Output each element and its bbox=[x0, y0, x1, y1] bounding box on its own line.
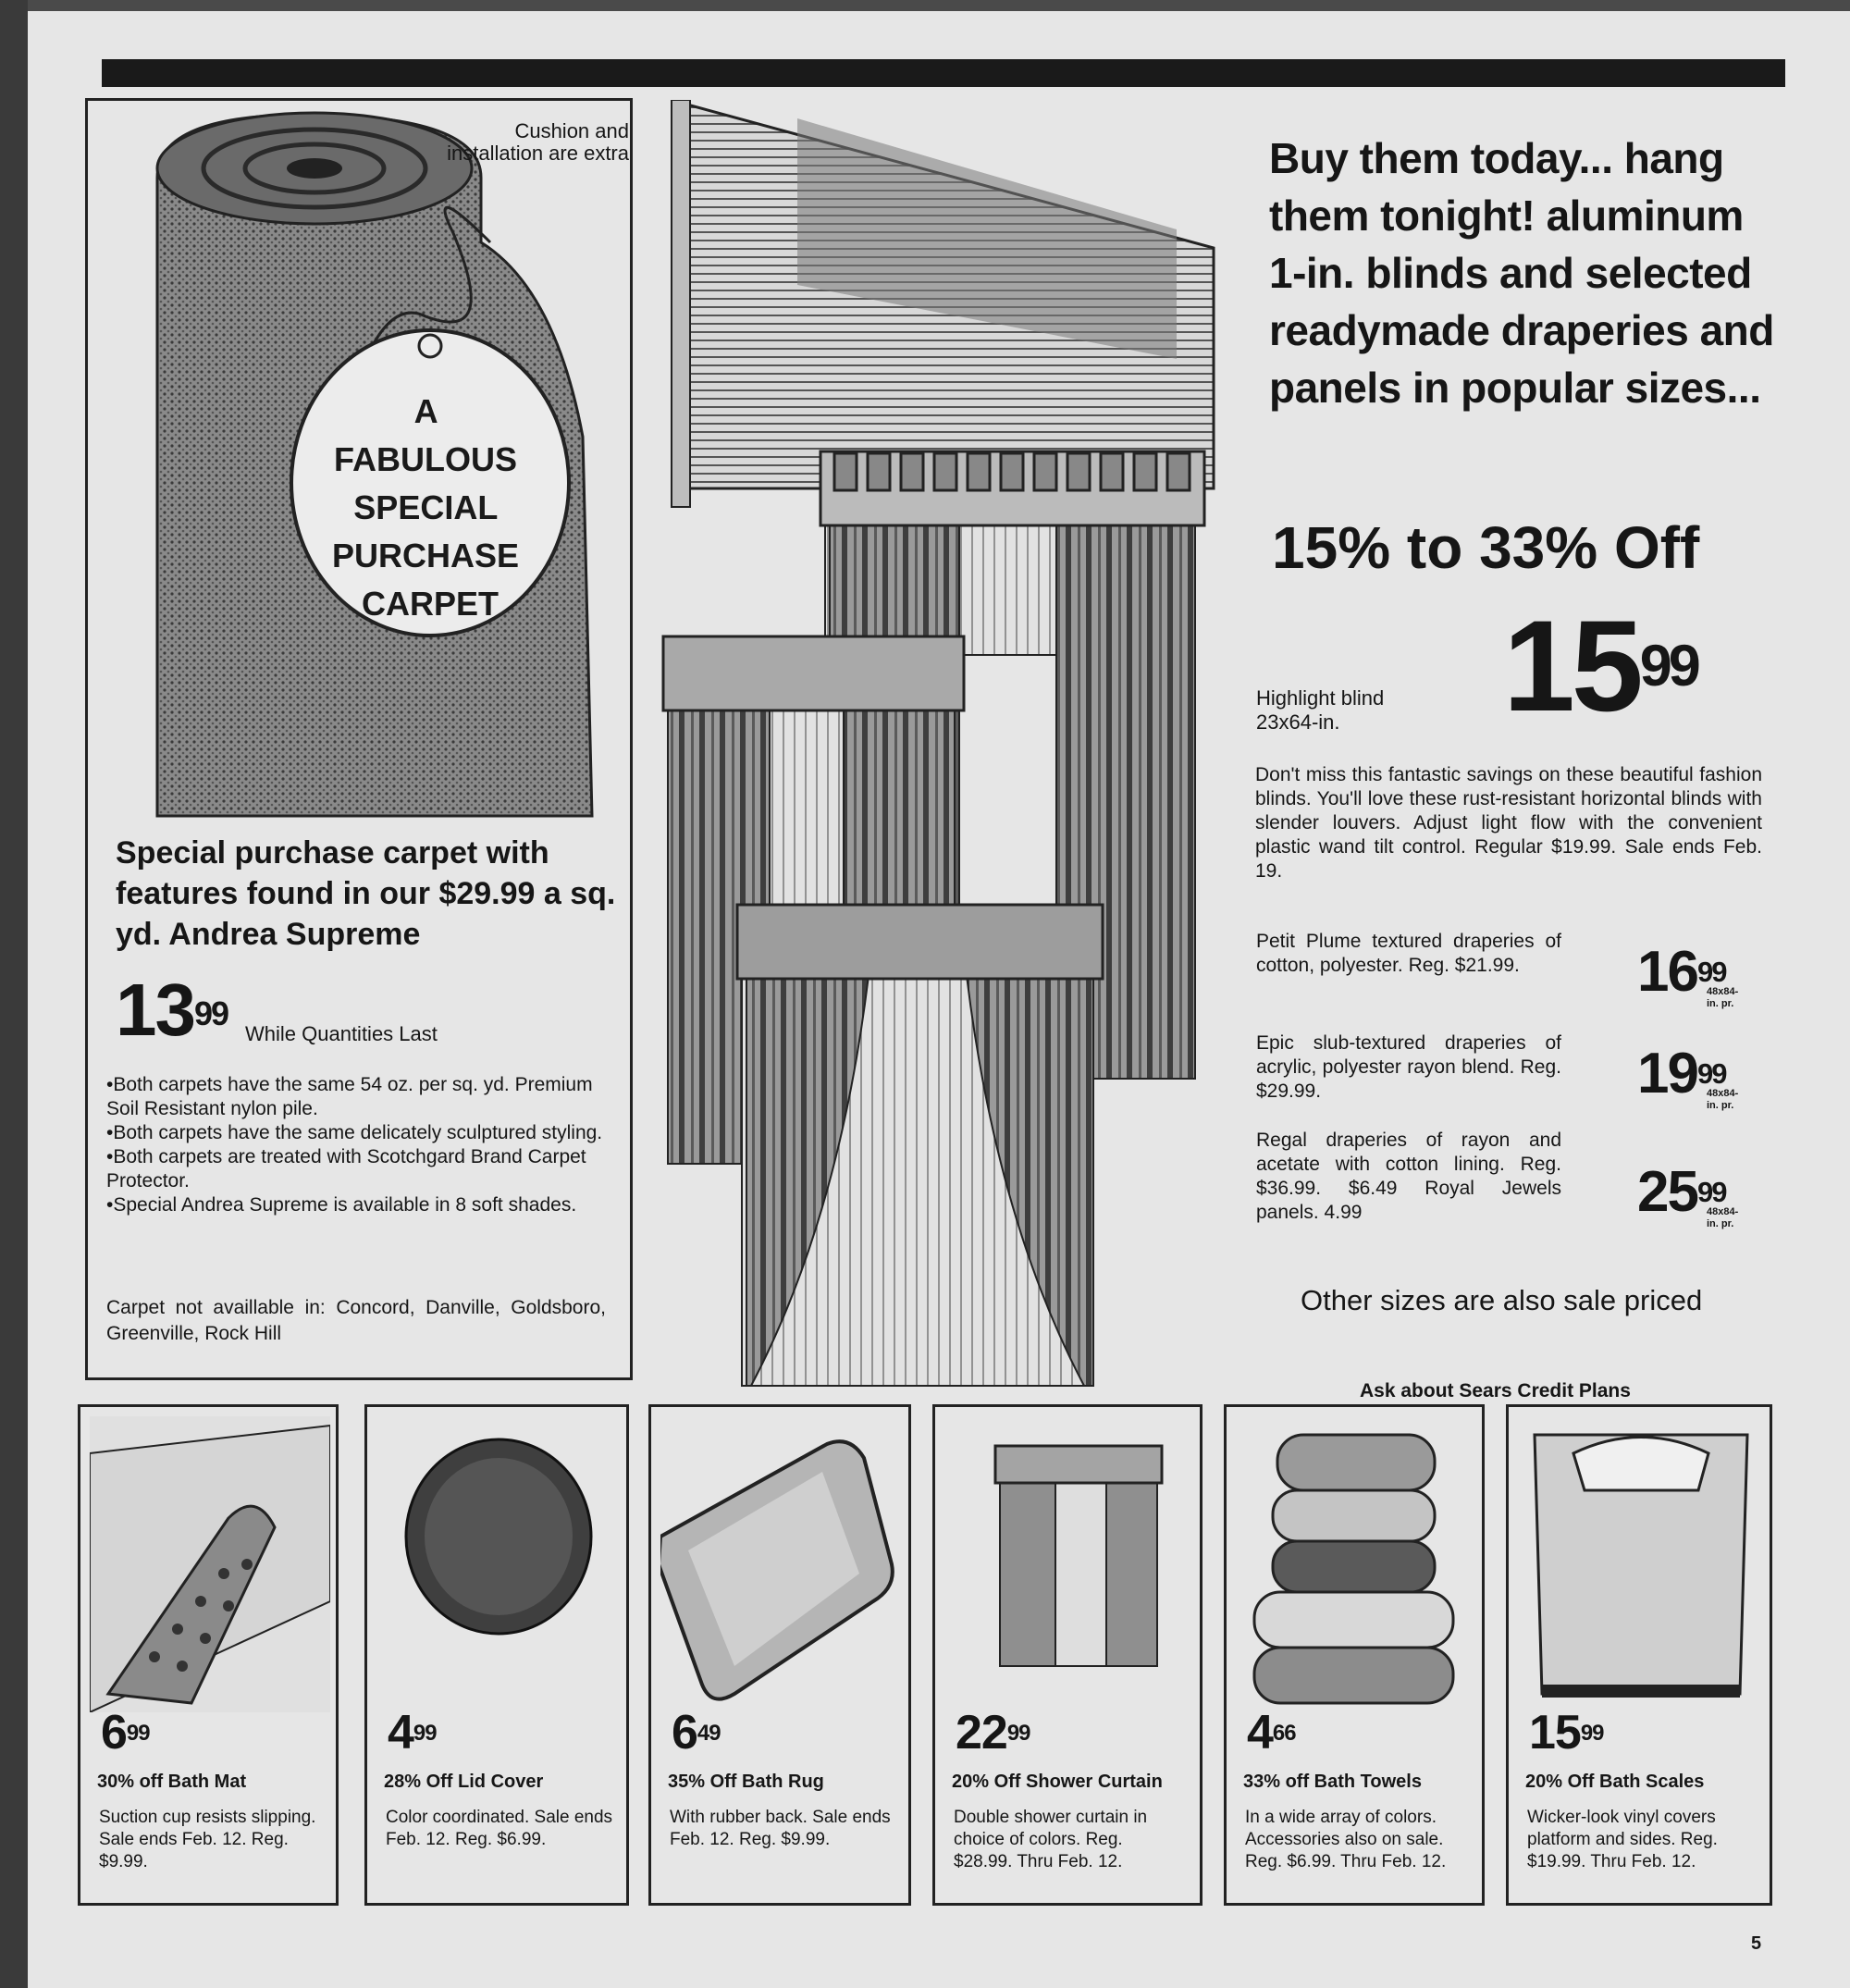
lid-cover-box bbox=[364, 1404, 629, 1906]
shower-curtain-description: Double shower curtain in choice of colors. Reg. $28.99. Thru Feb. 12. bbox=[954, 1808, 1148, 1871]
price-cents: 99 bbox=[126, 1721, 150, 1747]
carpet-bullet: •Both carpets are treated with Scotchgard Brand Carpet Protector. bbox=[106, 1146, 586, 1192]
lid-cover-title: 28% Off Lid Cover bbox=[384, 1772, 544, 1792]
drapery-price-cents: 99 bbox=[1696, 956, 1726, 988]
tag-line-3: SPECIAL bbox=[353, 488, 498, 526]
bath-scales-title: 20% Off Bath Scales bbox=[1525, 1772, 1705, 1792]
blind-price-dollars: 15 bbox=[1503, 593, 1640, 738]
lid-cover-illustration bbox=[376, 1416, 621, 1712]
drapery-price-cents: 99 bbox=[1696, 1176, 1726, 1208]
page-edge-left bbox=[0, 0, 28, 1988]
price-dollars: 6 bbox=[101, 1706, 127, 1760]
blinds-and-draperies-illustration bbox=[659, 100, 1241, 1395]
bath-mat-price bbox=[101, 1706, 150, 1760]
credit-plans-note: Ask about Sears Credit Plans bbox=[1360, 1380, 1631, 1401]
page-edge-top bbox=[0, 0, 1850, 11]
price-cents: 99 bbox=[1006, 1721, 1030, 1747]
bath-towels-title: 33% off Bath Towels bbox=[1243, 1772, 1422, 1792]
price-cents: 49 bbox=[697, 1721, 721, 1747]
carpet-price-dollars: 13 bbox=[116, 969, 194, 1051]
drapery-price-dollars: 19 bbox=[1637, 1042, 1697, 1105]
drapery-description: Petit Plume textured draperies of cotton, polyester. Reg. $21.99. bbox=[1256, 931, 1561, 976]
bath-rug-price bbox=[672, 1706, 721, 1760]
drapery-price-dollars: 25 bbox=[1637, 1160, 1697, 1224]
discount-range: 15% to 33% Off bbox=[1272, 514, 1700, 581]
drapery-description: Regal draperies of rayon and acetate with cotton lining. Reg. $36.99. $6.49 Royal Jewels panels. 4.99 bbox=[1256, 1130, 1561, 1223]
price-dollars: 4 bbox=[1247, 1706, 1273, 1760]
shower-curtain-box bbox=[932, 1404, 1202, 1906]
tag-line-5: CARPET bbox=[361, 585, 500, 623]
tag-line-2: FABULOUS bbox=[333, 440, 517, 478]
bath-mat-box bbox=[78, 1404, 339, 1906]
carpet-bullet: •Special Andrea Supreme is available in 8 soft shades. bbox=[106, 1194, 577, 1216]
price-dollars: 4 bbox=[388, 1706, 413, 1760]
bath-towels-description: In a wide array of colors. Accessories also on sale. Reg. $6.99. Thru Feb. 12. bbox=[1245, 1808, 1447, 1871]
tag-line-1: A bbox=[413, 392, 438, 430]
price-cents: 66 bbox=[1272, 1721, 1296, 1747]
carpet-bullet: •Both carpets have the same 54 oz. per sq. yd. Premium Soil Resistant nylon pile. bbox=[106, 1074, 593, 1119]
bath-rug-illustration bbox=[660, 1416, 903, 1712]
price-cents: 99 bbox=[413, 1721, 437, 1747]
lid-cover-price bbox=[388, 1706, 437, 1760]
price-dollars: 22 bbox=[956, 1706, 1007, 1760]
bath-mat-illustration bbox=[90, 1416, 330, 1712]
carpet-headline: Special purchase carpet with features found in our $29.99 a sq. yd. Andrea Supreme bbox=[116, 835, 616, 952]
carpet-price-note: While Quantities Last bbox=[245, 1022, 438, 1045]
drapery-size-note: 48x84- in. pr. bbox=[1707, 1088, 1739, 1111]
other-sizes-note: Other sizes are also sale priced bbox=[1301, 1284, 1703, 1316]
bath-mat-title: 30% off Bath Mat bbox=[97, 1772, 247, 1792]
bath-scales-illustration bbox=[1518, 1416, 1764, 1712]
page-number: 5 bbox=[1751, 1933, 1762, 1954]
header-rule bbox=[102, 59, 1785, 87]
carpet-roll-illustration bbox=[148, 104, 610, 823]
drapery-price-cents: 99 bbox=[1696, 1057, 1726, 1090]
drapery-price-dollars: 16 bbox=[1637, 940, 1697, 1004]
blind-description: Don't miss this fantastic savings on these beautiful fashion blinds. You'll love these rust-resistant horizontal blinds with slender louvers. Adjust light flow with the convenient plastic wand tilt control. Regular $19.99. Sale ends Feb. 19. bbox=[1255, 764, 1762, 882]
blind-label: Highlight blind 23x64-in. bbox=[1256, 686, 1385, 734]
bath-mat-description: Suction cup resists slipping. Sale ends Feb. 12. Reg. $9.99. bbox=[99, 1808, 316, 1871]
bath-rug-title: 35% Off Bath Rug bbox=[668, 1772, 824, 1792]
bath-scales-box bbox=[1506, 1404, 1772, 1906]
tag-line-4: PURCHASE bbox=[331, 537, 520, 574]
carpet-bullet: •Both carpets have the same delicately sculptured styling. bbox=[106, 1122, 603, 1143]
lid-cover-description: Color coordinated. Sale ends Feb. 12. Reg. $6.99. bbox=[386, 1808, 613, 1849]
shower-curtain-price bbox=[956, 1706, 1030, 1760]
price-dollars: 15 bbox=[1529, 1706, 1581, 1760]
shower-curtain-illustration bbox=[944, 1416, 1194, 1712]
drapery-size-note: 48x84- in. pr. bbox=[1707, 1206, 1739, 1229]
bath-rug-description: With rubber back. Sale ends Feb. 12. Reg. $9.99. bbox=[670, 1808, 891, 1849]
price-dollars: 6 bbox=[672, 1706, 697, 1760]
blind-price-cents: 99 bbox=[1639, 634, 1697, 698]
carpet-price bbox=[116, 969, 228, 1051]
bath-scales-description: Wicker-look vinyl covers platform and sides. Reg. $19.99. Thru Feb. 12. bbox=[1527, 1808, 1718, 1871]
bath-towels-box bbox=[1224, 1404, 1485, 1906]
carpet-availability-note: Carpet not availlable in: Concord, Danville, Goldsboro, Greenville, Rock Hill bbox=[106, 1297, 606, 1344]
drapery-description: Epic slub-textured draperies of acrylic, polyester rayon blend. Reg. $29.99. bbox=[1256, 1032, 1561, 1102]
price-cents: 99 bbox=[1580, 1721, 1604, 1747]
cushion-note: Cushion and installation are extra bbox=[447, 119, 629, 165]
carpet-price-cents: 99 bbox=[193, 994, 228, 1032]
bath-rug-box bbox=[648, 1404, 911, 1906]
bath-scales-price bbox=[1529, 1706, 1604, 1760]
shower-curtain-title: 20% Off Shower Curtain bbox=[952, 1772, 1163, 1792]
carpet-bullets bbox=[106, 1073, 615, 1217]
blinds-headline: Buy them today... hang them tonight! aluminum 1-in. blinds and selected readymade draperies and panels in popular sizes... bbox=[1269, 134, 1774, 412]
bath-towels-price bbox=[1247, 1706, 1296, 1760]
bath-towels-illustration bbox=[1236, 1416, 1476, 1712]
drapery-size-note: 48x84- in. pr. bbox=[1707, 986, 1739, 1009]
blind-price bbox=[1503, 593, 1697, 738]
